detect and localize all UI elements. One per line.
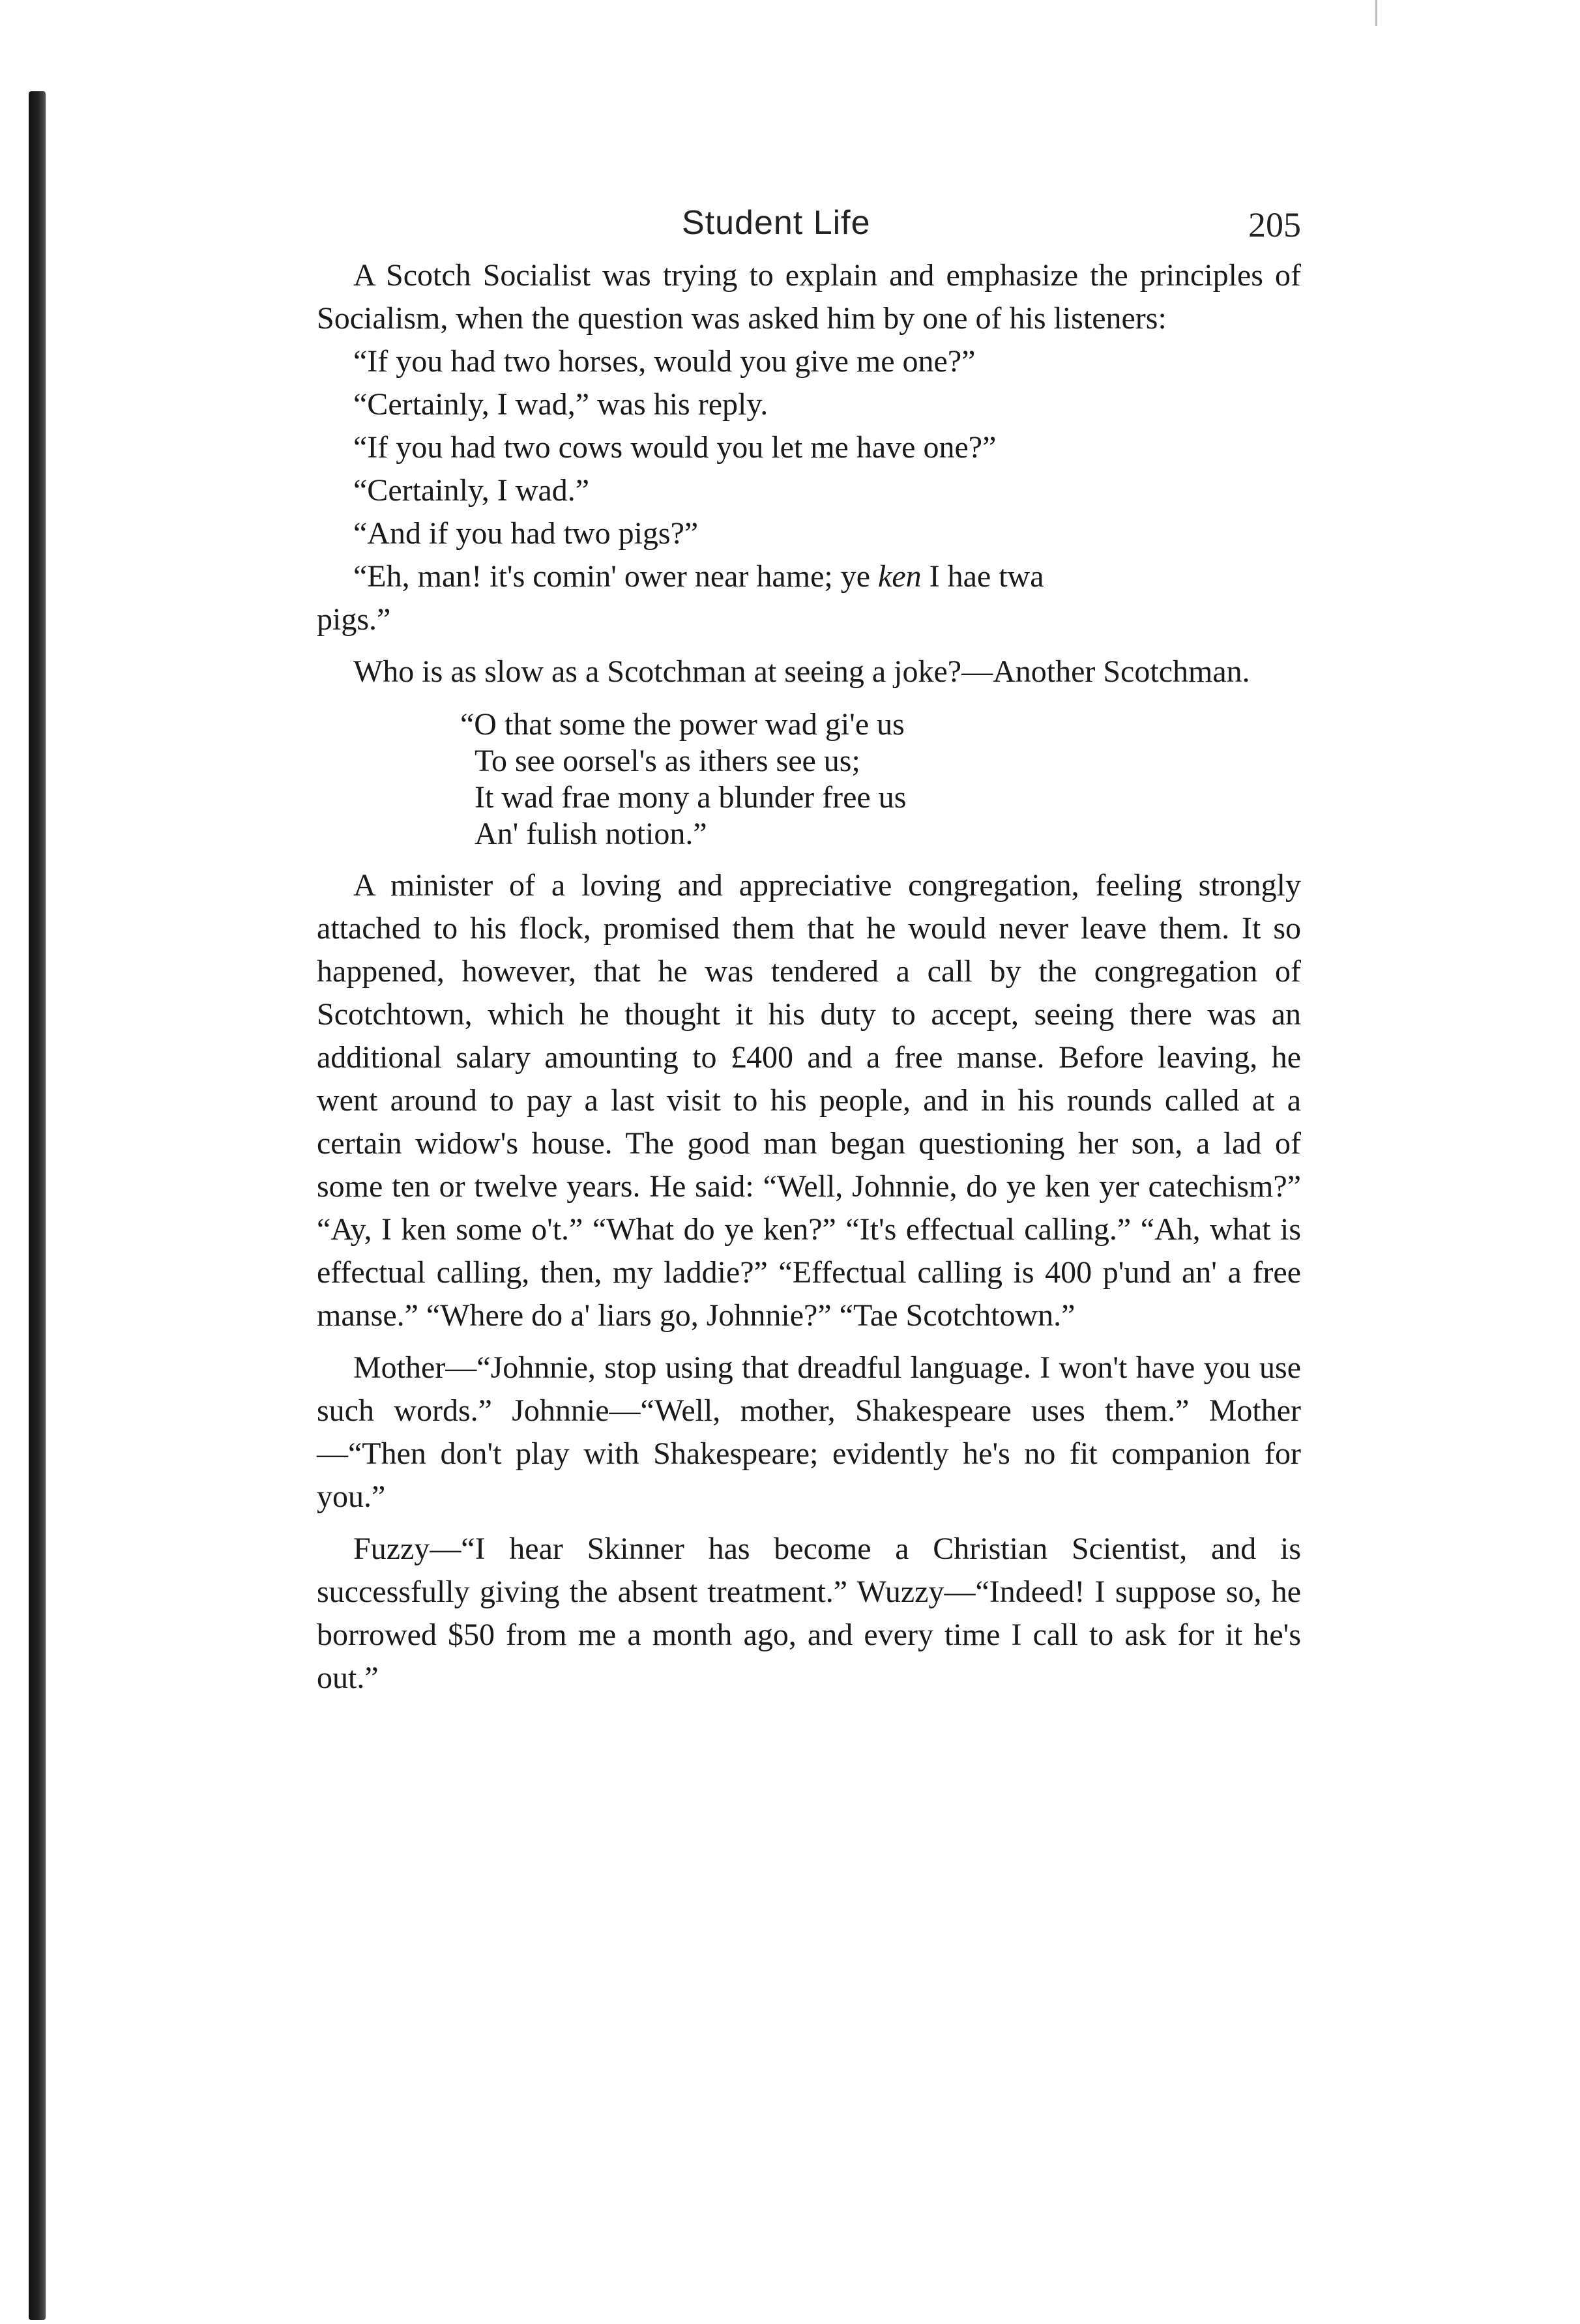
verse-line: “O that some the power wad gi'e us xyxy=(460,707,905,742)
paragraph-another-scotchman: Who is as slow as a Scotchman at seeing a joke?—Another Scotchman. xyxy=(353,654,1250,689)
dialogue-line: “Certainly, I wad,” was his reply. xyxy=(353,387,768,422)
paragraph-fuzzy-wuzzy: Fuzzy—“I hear Skinner has become a Christian Scientist, and is successfully giving the absent treatment.” Wuzzy—“Indeed! I suppose so, he borrowed $50 from me a month ago, and every time I call to ask for it he's out.” xyxy=(317,1532,1301,1695)
running-title: Student Life xyxy=(682,204,871,242)
book-binding-edge xyxy=(29,91,46,2320)
page-number: 205 xyxy=(1248,205,1301,244)
italic-word: ken xyxy=(878,559,922,594)
punchline-text-a: “Eh, man! it's comin' ower near hame; ye xyxy=(353,559,879,594)
paragraph-minister: A minister of a loving and appreciative congregation, feeling strongly attached to his flock, promised them that he would never leave them. It so happened, however, that he was tendered a call by the congregation of Scotchtown, which he thought it his duty to accept, seeing there was an additional salary amounting to £400 and a free manse. Before leaving, he went around to pay a last visit to his people, and in his rounds called at a certain widow's house. The good man began questioning her son, a lad of some ten or twelve years. He said: “Well, Johnnie, do ye ken yer catechism?” “Ay, I ken some o't.” “What do ye ken?” “It's effectual calling.” “Ah, what is effectual calling, then, my laddie?” “Effectual calling is 400 p'und an' a free manse.” “Where do a' liars go, Johnnie?” “Tae Scotchtown.” xyxy=(317,868,1301,1333)
book-page xyxy=(317,196,1301,1700)
verse-line: It wad frae mony a blunder free us xyxy=(475,780,907,815)
paragraph-mother-johnnie: Mother—“Johnnie, stop using that dreadful language. I won't have you use such words.” Johnnie—“Well, mother, Shakespeare uses them.” Mother—“Then don't play with Shakespeare; evidently he's no fit companion for you.” xyxy=(317,1350,1301,1514)
dialogue-line: “If you had two cows would you let me have one?” xyxy=(353,430,997,465)
dialogue-line: “And if you had two pigs?” xyxy=(353,516,699,551)
dialogue-block xyxy=(317,340,1301,641)
dialogue-line-punchline xyxy=(317,555,1301,598)
verse-quote xyxy=(460,706,1301,852)
dialogue-line-continuation: pigs.” xyxy=(317,602,391,637)
verse-line: An' fulish notion.” xyxy=(475,817,707,851)
running-head xyxy=(317,196,1301,254)
punchline-text-b: I hae twa xyxy=(921,559,1044,594)
dialogue-line: “Certainly, I wad.” xyxy=(353,473,590,508)
dialogue-line: “If you had two horses, would you give me one?” xyxy=(353,344,976,379)
scan-edge-mark xyxy=(1375,0,1377,26)
verse-line: To see oorsel's as ithers see us; xyxy=(475,744,860,778)
paragraph-scotch-socialist: A Scotch Socialist was trying to explain and emphasize the principles of Socialism, when the question was asked him by one of his listeners: xyxy=(317,258,1301,336)
